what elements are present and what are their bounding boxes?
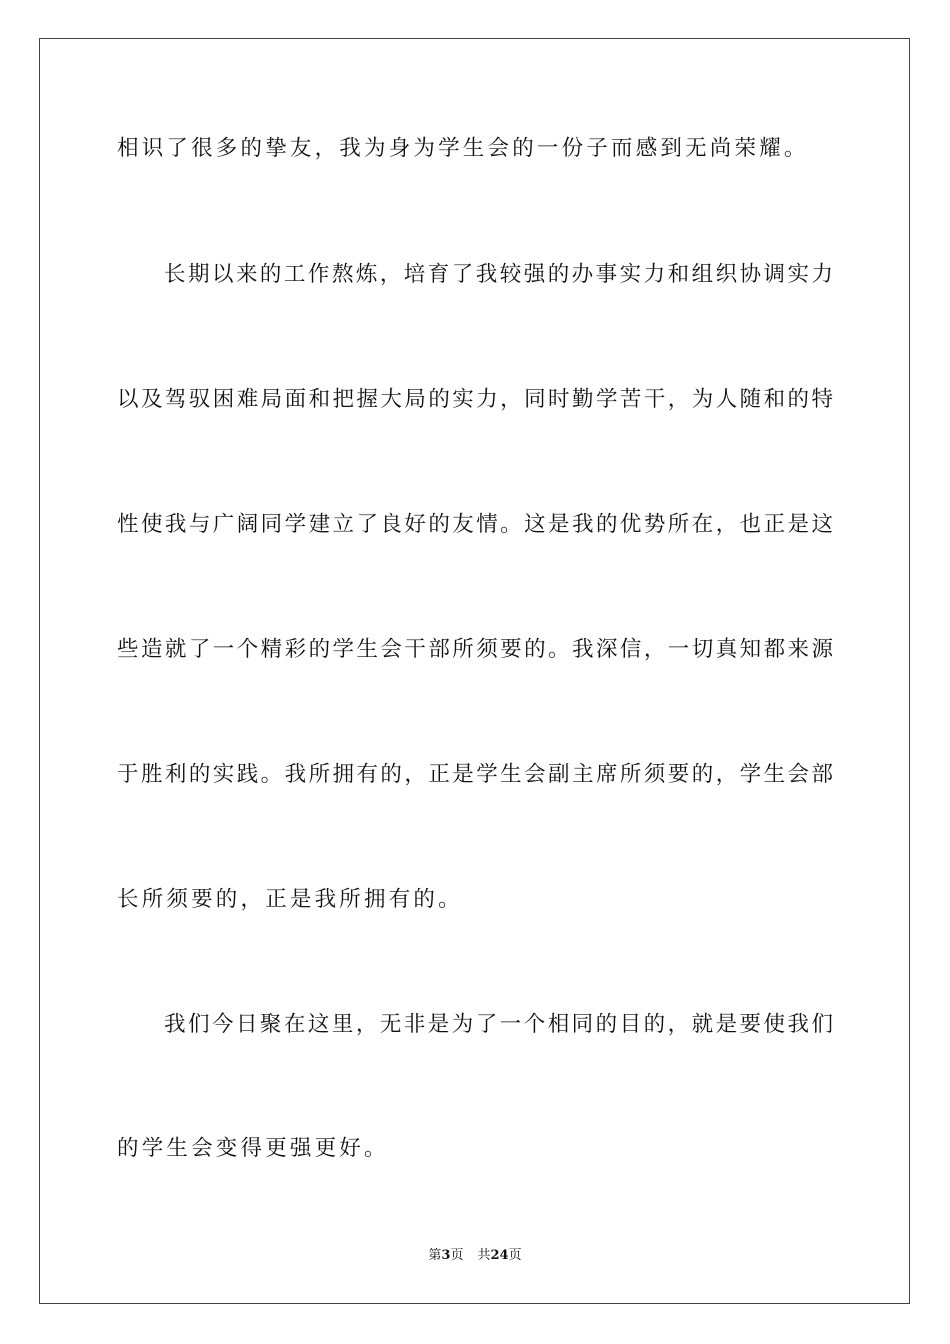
- page-footer: [0, 1247, 950, 1265]
- text-line-1: 相识了很多的挚友，我为身为学生会的一份子而感到无尚荣耀。: [117, 136, 809, 161]
- text-line-2: 长期以来的工作熬炼，培育了我较强的办事实力和组织协调实力: [164, 262, 833, 287]
- footer-total-prefix: 共: [477, 1248, 491, 1263]
- text-line-9: 的学生会变得更强更好。: [117, 1136, 389, 1161]
- text-line-4: 性使我与广阔同学建立了良好的友情。这是我的优势所在，也正是这: [117, 512, 833, 537]
- footer-total-suffix: 页: [508, 1248, 522, 1263]
- footer-page-suffix: 页: [450, 1248, 464, 1263]
- text-line-5: 些造就了一个精彩的学生会干部所须要的。我深信，一切真知都来源: [117, 637, 833, 662]
- footer-page-prefix: 第: [428, 1248, 442, 1263]
- footer-page-number: 3: [441, 1248, 451, 1263]
- text-line-3: 以及驾驭困难局面和把握大局的实力，同时勤学苦干，为人随和的特: [117, 387, 833, 412]
- footer-total-pages: 24: [490, 1248, 509, 1263]
- text-line-6: 于胜利的实践。我所拥有的，正是学生会副主席所须要的，学生会部: [117, 762, 833, 787]
- page-border: [39, 38, 910, 1304]
- text-line-7: 长所须要的，正是我所拥有的。: [117, 887, 463, 912]
- text-line-8: 我们今日聚在这里，无非是为了一个相同的目的，就是要使我们: [164, 1012, 833, 1037]
